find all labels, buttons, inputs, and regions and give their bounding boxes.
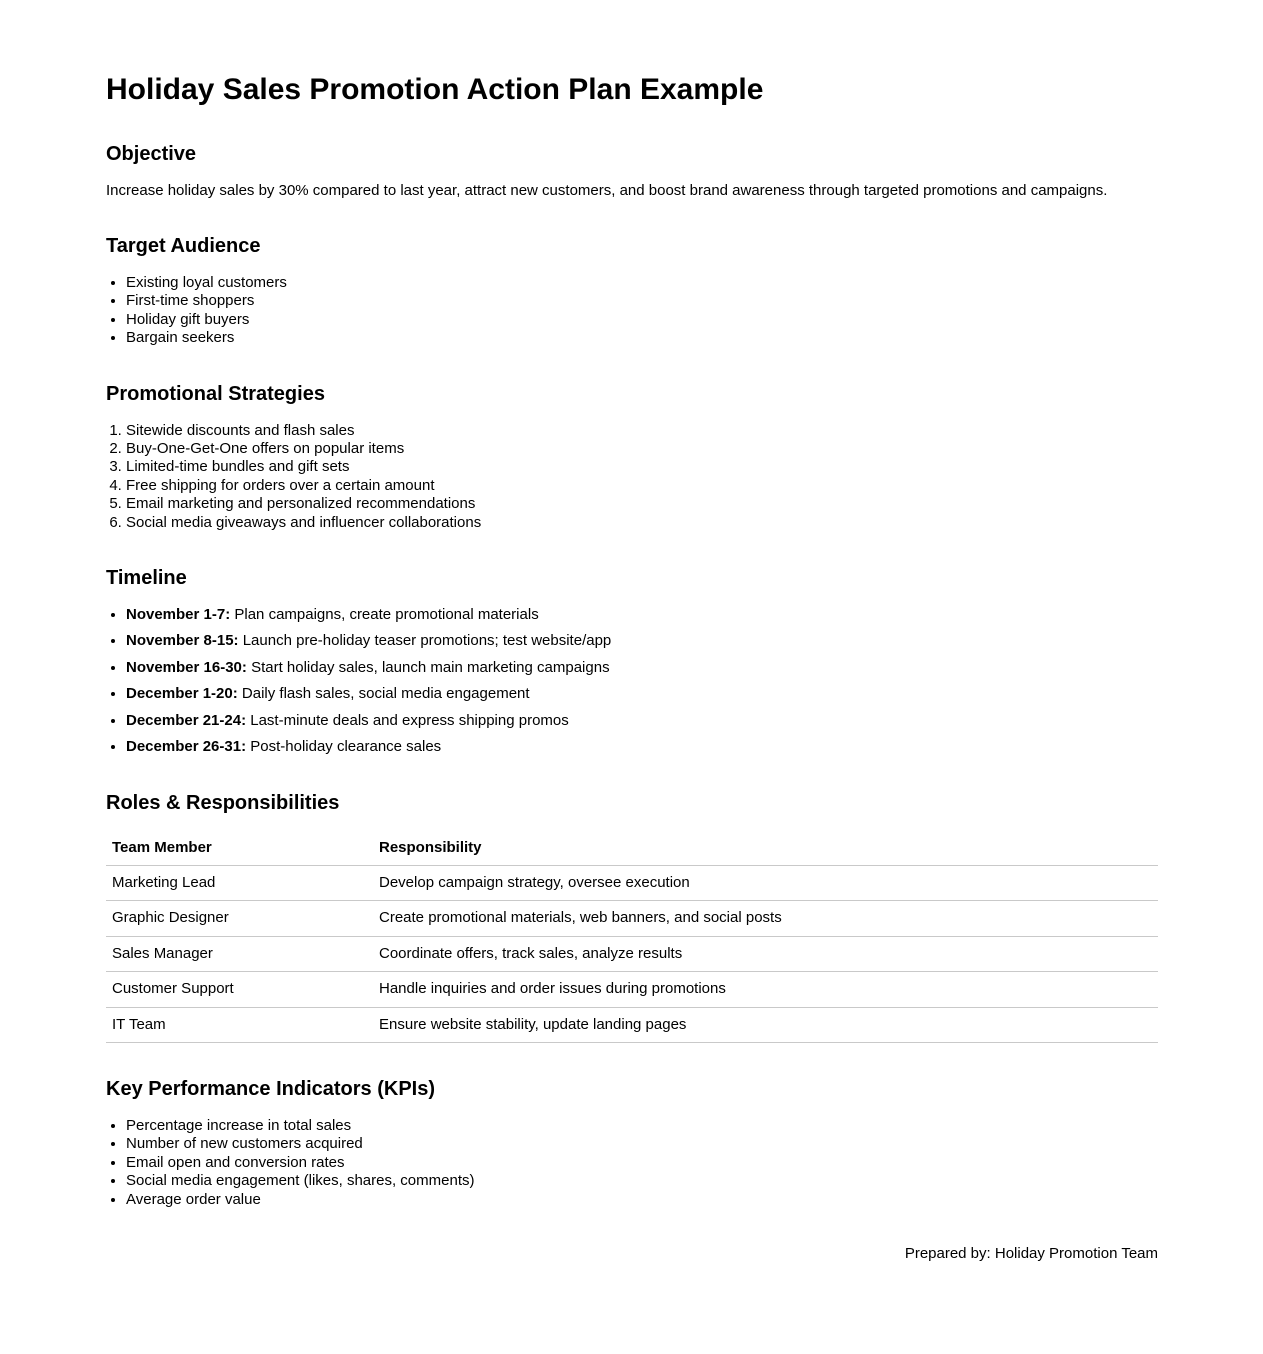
section-timeline [106, 566, 1158, 756]
objective-paragraph: Increase holiday sales by 30% compared to last year, attract new customers, and boost brand awareness through targeted promotions and campaigns. [106, 182, 1108, 199]
table-header-row [106, 831, 1158, 866]
timeline-list [106, 606, 1158, 756]
list-item: • Social media engagement (likes, shares, comments) [126, 1172, 1158, 1190]
timeline-item [126, 659, 1158, 677]
section-kpis [106, 1077, 1158, 1209]
list-item: 3. Limited-time bundles and gift sets [126, 458, 1158, 476]
table-row [106, 865, 1158, 900]
list-item: 6. Social media giveaways and influencer collaborations [126, 514, 1158, 532]
timeline-period: November 16-30: [126, 658, 247, 676]
timeline-description: Post-holiday clearance sales [250, 738, 442, 756]
footer-prepared-by: Prepared by: Holiday Promotion Team [904, 1244, 1158, 1262]
cell-responsibility: Handle inquiries and order issues during promotions [373, 972, 1158, 1007]
roles-table [106, 831, 1158, 1043]
kpis-heading: Key Performance Indicators (KPIs) [106, 1077, 435, 1100]
list-item: • First-time shoppers [126, 292, 1158, 310]
list-item: • Email open and conversion rates [126, 1154, 1158, 1172]
table-row [106, 972, 1158, 1007]
list-item: • Percentage increase in total sales [126, 1117, 1158, 1135]
cell-team-member: Marketing Lead [106, 865, 373, 900]
section-roles-responsibilities [106, 791, 1158, 1043]
timeline-description: Launch pre-holiday teaser promotions; test website/app [242, 632, 612, 650]
timeline-description: Plan campaigns, create promotional materials [234, 606, 539, 624]
timeline-description: Start holiday sales, launch main marketing campaigns [251, 658, 610, 676]
cell-responsibility: Develop campaign strategy, oversee execution [373, 865, 1158, 900]
cell-responsibility: Coordinate offers, track sales, analyze results [373, 936, 1158, 971]
timeline-item [126, 632, 1158, 650]
kpis-list [106, 1117, 1158, 1209]
table-row [106, 1007, 1158, 1042]
column-header-team-member: Team Member [106, 831, 373, 866]
column-header-responsibility: Responsibility [373, 831, 1158, 866]
cell-responsibility: Create promotional materials, web banners, and social posts [373, 901, 1158, 936]
timeline-item [126, 712, 1158, 730]
list-item: 4. Free shipping for orders over a certain amount [126, 477, 1158, 495]
cell-team-member: Sales Manager [106, 936, 373, 971]
timeline-period: December 21-24: [126, 711, 247, 729]
section-promotional-strategies [106, 382, 1158, 532]
promotional-strategies-list [106, 422, 1158, 532]
list-item: 2. Buy-One-Get-One offers on popular items [126, 440, 1158, 458]
list-item: 1. Sitewide discounts and flash sales [126, 422, 1158, 440]
timeline-period: December 1-20: [126, 685, 238, 703]
table-row [106, 901, 1158, 936]
promotional-strategies-heading: Promotional Strategies [106, 382, 325, 405]
list-item: • Bargain seekers [126, 329, 1158, 347]
roles-heading: Roles & Responsibilities [106, 791, 340, 814]
list-item: • Holiday gift buyers [126, 311, 1158, 329]
list-item: 5. Email marketing and personalized recommendations [126, 495, 1158, 513]
section-objective [106, 142, 1158, 200]
list-item: • Existing loyal customers [126, 274, 1158, 292]
timeline-period: November 8-15: [126, 632, 239, 650]
target-audience-list [106, 274, 1158, 348]
timeline-description: Last-minute deals and express shipping promos [250, 711, 569, 729]
timeline-description: Daily flash sales, social media engagement [241, 685, 530, 703]
table-row [106, 936, 1158, 971]
timeline-item [126, 738, 1158, 756]
cell-team-member: IT Team [106, 1007, 373, 1042]
timeline-heading: Timeline [106, 567, 187, 590]
timeline-item [126, 685, 1158, 703]
timeline-period: December 26-31: [126, 738, 247, 756]
target-audience-heading: Target Audience [106, 235, 261, 257]
timeline-period: November 1-7: [126, 606, 231, 624]
list-item: • Average order value [126, 1191, 1158, 1209]
cell-team-member: Customer Support [106, 972, 373, 1007]
cell-team-member: Graphic Designer [106, 901, 373, 936]
page-title: Holiday Sales Promotion Action Plan Example [106, 73, 764, 106]
timeline-item [126, 606, 1158, 624]
objective-heading: Objective [106, 143, 197, 165]
list-item: • Number of new customers acquired [126, 1135, 1158, 1153]
cell-responsibility: Ensure website stability, update landing pages [373, 1007, 1158, 1042]
section-target-audience [106, 234, 1158, 348]
